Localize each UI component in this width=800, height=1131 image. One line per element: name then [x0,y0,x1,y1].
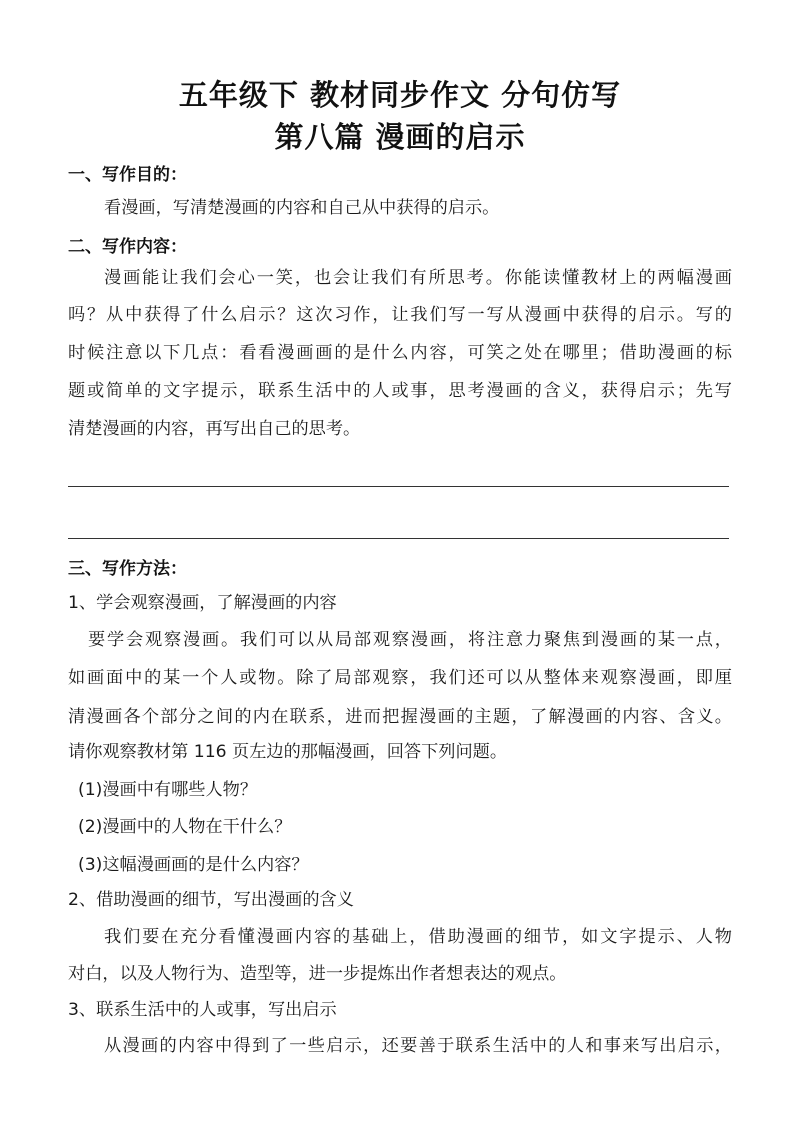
method1-line: 清漫画各个部分之间的内在联系，进而把握漫画的主题，了解漫画的内容、含义。 [68,707,732,727]
method3-title: 3、联系生活中的人或事，写出启示 [68,1000,337,1020]
method2-title: 2、借助漫画的细节，写出漫画的含义 [68,890,354,910]
method3-line: 从漫画的内容中得到了一些启示，还要善于联系生活中的人和事来写出启示， [104,1036,732,1056]
doc-subtitle: 第八篇 漫画的启示 [274,120,526,154]
doc-title: 五年级下 教材同步作文 分句仿写 [178,78,622,112]
section2-line: 漫画能让我们会心一笑，也会让我们有所思考。你能读懂教材上的两幅漫画 [104,268,732,288]
section1-text: 看漫画，写清楚漫画的内容和自己从中获得的启示。 [104,198,500,218]
section2-line: 清楚漫画的内容，再写出自己的思考。 [68,419,361,439]
section3-heading: 三、写作方法： [68,559,187,579]
section1-heading: 一、写作目的： [68,165,187,185]
method1-line: 如画面中的某一个人或物。除了局部观察，我们还可以从整体来观察漫画，即厘 [68,668,732,688]
question-item: (2)漫画中的人物在干什么？ [78,817,292,837]
method1-line: 请你观察教材第 116 页左边的那幅漫画，回答下列问题。 [68,742,508,762]
method1-line: 要学会观察漫画。我们可以从局部观察漫画，将注意力聚焦到漫画的某一点， [88,630,732,650]
section2-line: 时候注意以下几点：看看漫画画的是什么内容，可笑之处在哪里；借助漫画的标 [68,343,732,363]
method1-title: 1、学会观察漫画，了解漫画的内容 [68,593,337,613]
method2-line: 对白，以及人物行为、造型等，进一步提炼出作者想表达的观点。 [68,964,567,984]
section2-line: 题或简单的文字提示，联系生活中的人或事，思考漫画的含义，获得启示；先写 [68,381,732,401]
section2-line: 吗？从中获得了什么启示？这次习作，让我们写一写从漫画中获得的启示。写的 [68,305,732,325]
writing-line [68,486,729,487]
question-item: (1)漫画中有哪些人物？ [78,780,258,800]
question-item: (3)这幅漫画画的是什么内容？ [78,855,309,875]
writing-line [68,538,729,539]
section2-heading: 二、写作内容： [68,237,187,257]
method2-line: 我们要在充分看懂漫画内容的基础上，借助漫画的细节，如文字提示、人物 [104,927,732,947]
